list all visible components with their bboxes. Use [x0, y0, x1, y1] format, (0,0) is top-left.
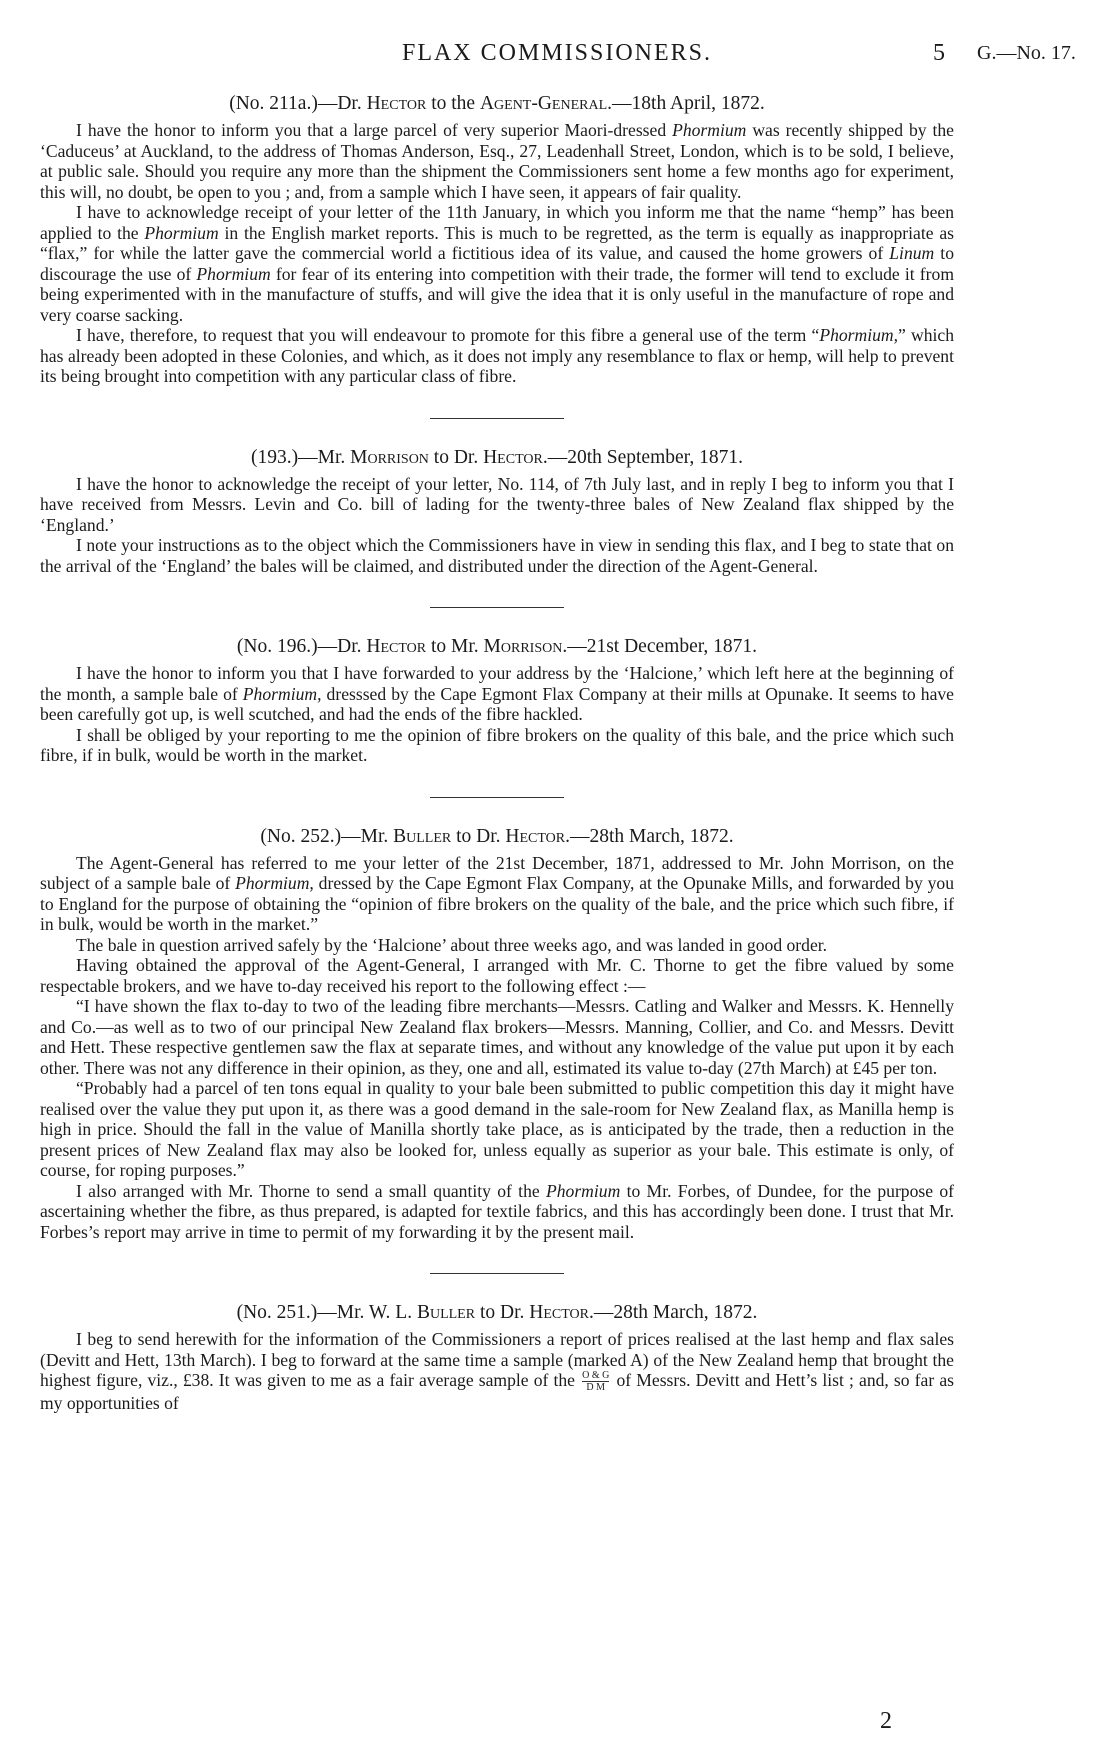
- heading-recipient: Hector: [505, 825, 566, 847]
- letter-heading: [40, 1301, 954, 1325]
- paragraph: [40, 1181, 954, 1243]
- italic-term: Phormium: [545, 1180, 621, 1201]
- document-reference: G.—No. 17.: [977, 42, 1076, 64]
- paragraph: [40, 725, 954, 766]
- heading-connector: to Dr.: [428, 446, 484, 468]
- heading-number: (No. 252.)—Mr.: [260, 825, 394, 847]
- heading-date: .—18th April, 1872.: [607, 93, 765, 114]
- heading-date: .—28th March, 1872.: [588, 1302, 758, 1323]
- paragraph: [40, 1329, 954, 1414]
- heading-connector: to the: [426, 93, 480, 114]
- heading-sender: Hector: [366, 636, 427, 657]
- paragraph-text: I beg to send herewith for the information of the Commissioners a report of prices realised at the last hemp and flax sales (Devitt and Hett, 13th March). I beg to forward at the same time a sample (marked A) of the New Zealand hemp that brought the highest figure, viz., £38. It was given to me as a fair average sample of the: [40, 1329, 954, 1390]
- paragraph-text: dresssed by the Cape Egmont Flax Company at their mills at Opunake. It seems to have been carefully got up, is well scutched, and had the ends of the fibre hackled.: [40, 683, 954, 724]
- paragraph-text: I have to acknowledge receipt of your letter of the 11th January, in which you inform me that the name “hemp” has been applied to the: [40, 202, 954, 243]
- paragraph: [40, 535, 954, 576]
- heading-recipient: Morrison: [483, 636, 563, 657]
- section-divider: [430, 797, 564, 798]
- section-divider: [430, 1273, 564, 1274]
- paragraph-text: of Messrs. Devitt and Hett’s list ; and, so far as my opportunities of: [40, 1370, 954, 1414]
- paragraph-text: I have the honor to acknowledge the receipt of your letter, No. 114, of 7th July last, and in reply I beg to inform you that I have received from Messrs. Levin and Co. bill of lading for the twenty-three bales of New Zealand flax shipped by the ‘England.’: [40, 473, 954, 535]
- paragraph-text: I shall be obliged by your reporting to me the opinion of fibre brokers on the quality of this bale, and the price which such fibre, if in bulk, would be worth in the market.: [40, 724, 954, 765]
- heading-number: (193.)—Mr.: [251, 446, 351, 468]
- letter-section: [40, 825, 954, 1243]
- section-divider: [430, 418, 564, 419]
- paragraph-text: I also arranged with Mr. Thorne to send a small quantity of the: [76, 1180, 546, 1201]
- italic-term: Phormium: [196, 263, 271, 284]
- heading-date: .—20th September, 1871.: [542, 446, 743, 468]
- paragraph-text: “I have shown the flax to-day to two of the leading fibre merchants—Messrs. Catling and Walker and Messrs. K. Hennelly and Co.—as well as to two of our principal New Zealand flax brokers—Messrs. Manning, Collier, and Co. and Messrs. Devitt and Hett. These respective gentlemen saw the flax at separate times, and without any knowledge of the value put upon it by each other. There was not any difference in their opinion, as they, one and all, estimated its value to-day (27th March) at £45 per ton.: [40, 996, 954, 1078]
- paragraph-text: was recently shipped by the ‘Caduceus’ at Auckland, to the address of Thomas Anderson, Esq., 27, Leadenhall Street, London, which is to be sold, I believe, at public sale. Should you require any more than the shipment the Commissioners sent home a few months ago for experiment, this will, no doubt, be open to you ; and, from a sample which I have seen, it appears of fair quality.: [40, 120, 954, 202]
- page-number: 5: [933, 40, 945, 66]
- heading-recipient: Hector: [483, 446, 543, 468]
- letter-section: [40, 92, 954, 387]
- paragraph-text: dressed by the Cape Egmont Flax Company, at the Opunake Mills, and forwarded by you to England for the purpose of obtaining the “opinion of fibre brokers on the quality of the bale, and the price which such fibre, if in bulk, would be worth in the market.”: [40, 873, 955, 934]
- paragraph-text: in the English market reports. This is much to be regretted, as the term is equally as inappropriate as “flax,” for while the latter gave the commercial world a fictitious idea of its value, and caused the home growers of: [40, 222, 954, 263]
- heading-sender: Buller: [416, 1302, 476, 1323]
- letter-heading: [40, 825, 954, 849]
- heading-connector: to Mr.: [426, 636, 484, 657]
- letter-section: [40, 446, 954, 577]
- italic-term: Linum: [889, 243, 935, 263]
- paragraph: [40, 853, 954, 935]
- italic-term: Phormium: [672, 120, 747, 140]
- letter-heading: [40, 446, 954, 470]
- heading-number: (No. 196.)—Dr.: [236, 636, 367, 657]
- paragraph: [40, 935, 954, 956]
- letter-heading: [40, 635, 954, 659]
- fraction-numerator: O & G: [582, 1370, 610, 1382]
- paragraph: [40, 996, 954, 1078]
- paragraph-text: I have the honor to inform you that I have forwarded to your address by the ‘Halcione,’ which left here at the beginning of the month, a sample bale of: [40, 663, 954, 704]
- heading-recipient: Agent-General: [479, 93, 608, 114]
- letter-section: [40, 635, 954, 766]
- document-body: [40, 92, 954, 1414]
- heading-date: .—21st December, 1871.: [562, 636, 758, 657]
- paragraph-text: “Probably had a parcel of ten tons equal in quality to your bale been submitted to public competition this day it might have realised over the value they put upon it, as there was a good demand in the sale-room for New Zealand flax, as Manilla hemp is high in price. Should the fall in the value of Manilla shortly take place, as is anticipated by the trade, then a reduction in the present prices of New Zealand flax may also be looked for, unless equally as superior as your bale. This estimate is only, of course, for roping purposes.”: [40, 1078, 954, 1180]
- paragraph-text: ” which has already been adopted in these Colonies, and which, as it does not imply any resemblance to flax or hemp, will help to prevent its being brought into competition with any particular class of fibre.: [40, 325, 954, 386]
- italic-term: Phormium: [144, 222, 219, 243]
- letter-heading: [40, 92, 954, 116]
- heading-sender: Morrison: [350, 446, 429, 468]
- paragraph: [40, 663, 954, 725]
- paragraph: [40, 1078, 954, 1181]
- paragraph-text: I have, therefore, to request that you will endeavour to promote for this fibre a general use of the term “: [76, 325, 820, 345]
- paragraph-text: I note your instructions as to the object which the Commissioners have in view in sending this flax, and I beg to state that on the arrival of the ‘England’ the bales will be claimed, and distributed under the direction of the Agent-General.: [40, 535, 954, 576]
- italic-term: Phormium,: [819, 325, 899, 345]
- paragraph: [40, 474, 954, 536]
- fraction-denominator: D M: [586, 1382, 606, 1394]
- heading-sender: Hector: [366, 93, 427, 114]
- italic-term: Phormium,: [242, 683, 322, 704]
- italic-term: Phormium,: [235, 873, 314, 893]
- running-header: [0, 40, 1114, 80]
- paragraph-text: Having obtained the approval of the Agent-General, I arranged with Mr. C. Thorne to get the fibre valued by some respectable brokers, and we have to-day received his report to the following effect :—: [40, 955, 954, 996]
- paragraph-text: to discourage the use of: [40, 243, 954, 284]
- paragraph: [40, 955, 954, 996]
- heading-connector: to Dr.: [475, 1302, 530, 1323]
- paragraph: [40, 120, 954, 202]
- paragraph: [40, 202, 954, 325]
- heading-connector: to Dr.: [451, 825, 506, 847]
- section-divider: [430, 607, 564, 608]
- heading-sender: Buller: [393, 825, 452, 847]
- brand-mark-fraction: [582, 1370, 609, 1393]
- header-title: FLAX COMMISSIONERS.: [401, 40, 713, 66]
- paragraph-text: The bale in question arrived safely by the ‘Halcione’ about three weeks ago, and was landed in good order.: [76, 934, 828, 955]
- paragraph-text: for fear of its entering into competition with their trade, the former will tend to exclude it from being experimented with in the manufacture of stuffs, and will give the idea that it is only useful in the manufacture of rope and very coarse sacking.: [40, 263, 955, 325]
- signature-mark: 2: [880, 1708, 892, 1734]
- heading-date: .—28th March, 1872.: [565, 825, 734, 847]
- heading-number: (No. 251.)—Mr. W. L.: [236, 1302, 417, 1323]
- paragraph: [40, 325, 954, 387]
- paragraph-text: I have the honor to inform you that a large parcel of very superior Maori-dressed: [76, 120, 673, 140]
- heading-recipient: Hector: [529, 1302, 589, 1323]
- letter-section: [40, 1301, 954, 1414]
- heading-number: (No. 211a.)—Dr.: [229, 93, 367, 114]
- paragraph-text: The Agent-General has referred to me your letter of the 21st December, 1871, addressed to Mr. John Morrison, on the subject of a sample bale of: [40, 852, 954, 893]
- paragraph-text: to Mr. Forbes, of Dundee, for the purpose of ascertaining whether the fibre, as thus prepared, is adapted for textile fabrics, and this has accordingly been done. I trust that Mr. Forbes’s report may arrive in time to permit of my forwarding it by the present mail.: [40, 1180, 955, 1242]
